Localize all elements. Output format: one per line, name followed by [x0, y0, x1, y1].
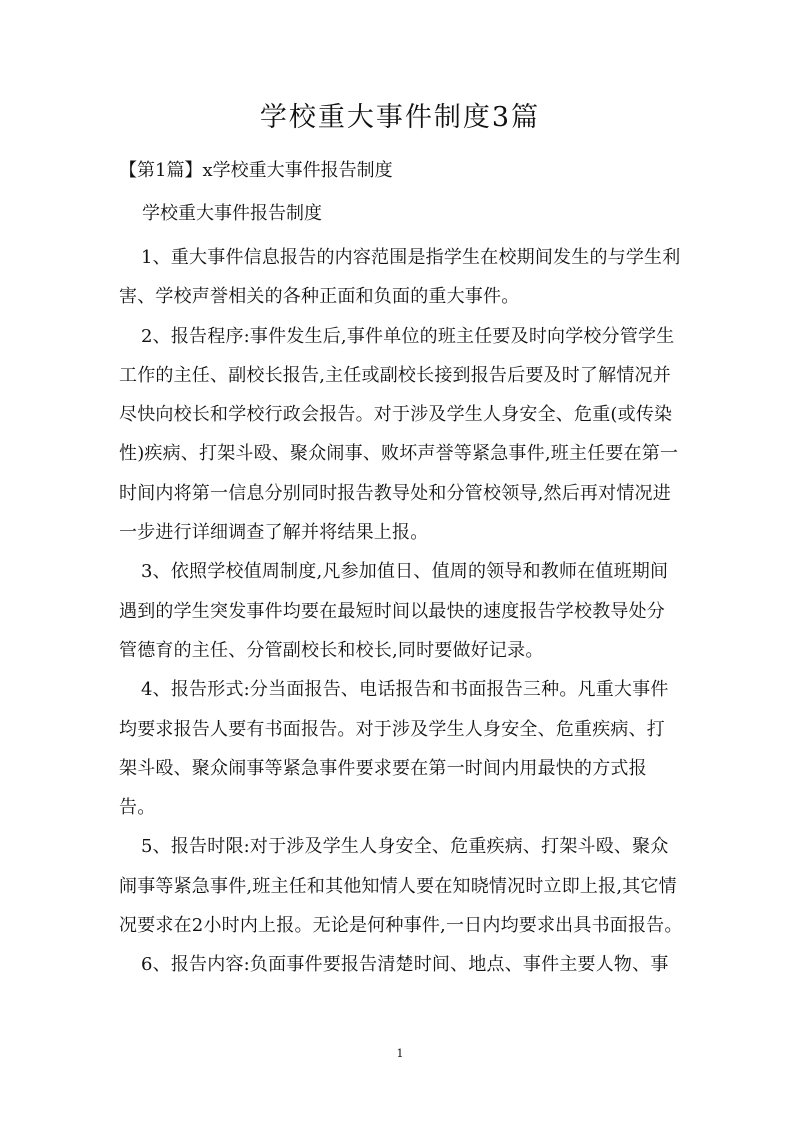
paragraph-3: 3、依照学校值周制度,凡参加值日、值周的领导和教师在值班期间遇到的学生突发事件均要在最短时间以最快的速度报告学校教导处分管德育的主任、分管副校长和校长,同时要做好记录。	[119, 561, 669, 661]
paragraph-2: 2、报告程序:事件发生后,事件单位的班主任要及时向学校分管学生工作的主任、副校长报告,主任或副校长接到报告后要及时了解情况并尽快向校长和学校行政会报告。对于涉及学生人身安全、危重(或传染性)疾病、打架斗殴、聚众闹事、败坏声誉等紧急事件,班主任要在第一时间内将第一信息分别同时报告教导处和分管校领导,然后再对情况进一步进行详细调查了解并将结果上报。	[119, 325, 679, 544]
section-heading: 【第1篇】x学校重大事件报告制度	[119, 160, 393, 181]
section-subtitle: 学校重大事件报告制度	[142, 203, 322, 224]
paragraph-6: 6、报告内容:负面事件要报告清楚时间、地点、事件主要人物、事	[141, 954, 669, 976]
document-title: 学校重大事件制度3篇	[259, 102, 541, 133]
paragraph-4: 4、报告形式:分当面报告、电话报告和书面报告三种。凡重大事件均要求报告人要有书面报告。对于涉及学生人身安全、危重疾病、打架斗殴、聚众闹事等紧急事件要求要在第一时间内用最快的方式报告。	[119, 679, 669, 819]
page-number: 1	[396, 1047, 404, 1060]
paragraph-5: 5、报告时限:对于涉及学生人身安全、危重疾病、打架斗殴、聚众闹事等紧急事件,班主任和其他知情人要在知晓情况时立即上报,其它情况要求在2小时内上报。无论是何种事件,一日内均要求出具书面报告。	[119, 836, 683, 937]
paragraph-1: 1、重大事件信息报告的内容范围是指学生在校期间发生的与学生利害、学校声誉相关的各种正面和负面的重大事件。	[119, 247, 681, 308]
document-body	[119, 238, 683, 985]
